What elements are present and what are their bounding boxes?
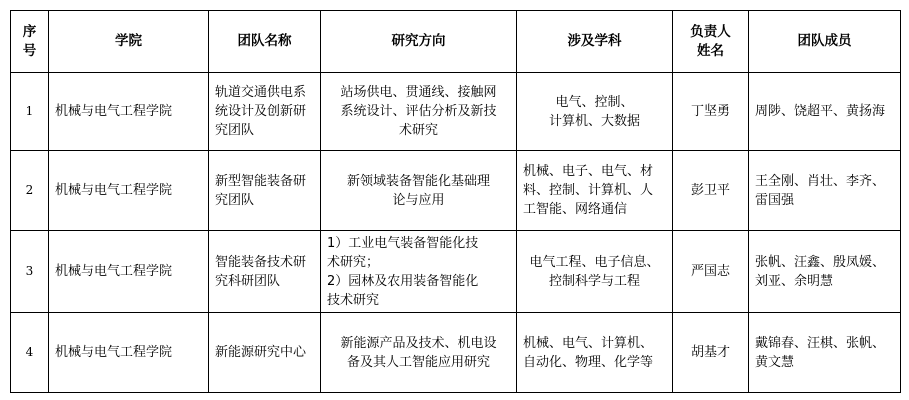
members-cell: 戴锦春、汪棋、张帆、 黄文慧 — [749, 313, 901, 393]
research-direction-cell: 站场供电、贯通线、接触网 系统设计、评估分析及新技 术研究 — [321, 73, 517, 151]
disciplines-cell: 电气工程、电子信息、 控制科学与工程 — [517, 231, 673, 313]
leader-cell: 彭卫平 — [673, 151, 749, 231]
header-research-direction: 研究方向 — [321, 11, 517, 73]
research-direction-cell: 新领域装备智能化基础理 论与应用 — [321, 151, 517, 231]
header-members: 团队成员 — [749, 11, 901, 73]
research-direction-cell: 1）工业电气装备智能化技 术研究； 2）园林及农用装备智能化 技术研究 — [321, 231, 517, 313]
college-cell: 机械与电气工程学院 — [49, 231, 209, 313]
team-name-cell: 智能装备技术研 究科研团队 — [209, 231, 321, 313]
leader-cell: 丁坚勇 — [673, 73, 749, 151]
header-leader: 负责人 姓名 — [673, 11, 749, 73]
college-cell: 机械与电气工程学院 — [49, 73, 209, 151]
table-row — [11, 313, 901, 393]
college-cell: 机械与电气工程学院 — [49, 313, 209, 393]
row-number: 3 — [11, 231, 49, 313]
table-row — [11, 231, 901, 313]
team-name-cell: 新型智能装备研 究团队 — [209, 151, 321, 231]
team-name-cell: 新能源研究中心 — [209, 313, 321, 393]
disciplines-cell: 电气、控制、 计算机、大数据 — [517, 73, 673, 151]
leader-cell: 严国志 — [673, 231, 749, 313]
research-direction-cell: 新能源产品及技术、机电设 备及其人工智能应用研究 — [321, 313, 517, 393]
table-row — [11, 151, 901, 231]
row-number: 4 — [11, 313, 49, 393]
college-cell: 机械与电气工程学院 — [49, 151, 209, 231]
table-row — [11, 73, 901, 151]
members-cell: 周陟、饶超平、黄扬海 — [749, 73, 901, 151]
members-cell: 王全刚、肖壮、李齐、 雷国强 — [749, 151, 901, 231]
leader-cell: 胡基才 — [673, 313, 749, 393]
members-cell: 张帆、汪鑫、殷凤媛、 刘亚、余明慧 — [749, 231, 901, 313]
team-name-cell: 轨道交通供电系 统设计及创新研 究团队 — [209, 73, 321, 151]
header-college: 学院 — [49, 11, 209, 73]
header-no: 序 号 — [11, 11, 49, 73]
row-number: 1 — [11, 73, 49, 151]
disciplines-cell: 机械、电气、计算机、 自动化、物理、化学等 — [517, 313, 673, 393]
header-team-name: 团队名称 — [209, 11, 321, 73]
header-row — [11, 11, 901, 73]
team-table — [10, 10, 901, 393]
row-number: 2 — [11, 151, 49, 231]
header-disciplines: 涉及学科 — [517, 11, 673, 73]
disciplines-cell: 机械、电子、电气、材 料、控制、计算机、人 工智能、网络通信 — [517, 151, 673, 231]
